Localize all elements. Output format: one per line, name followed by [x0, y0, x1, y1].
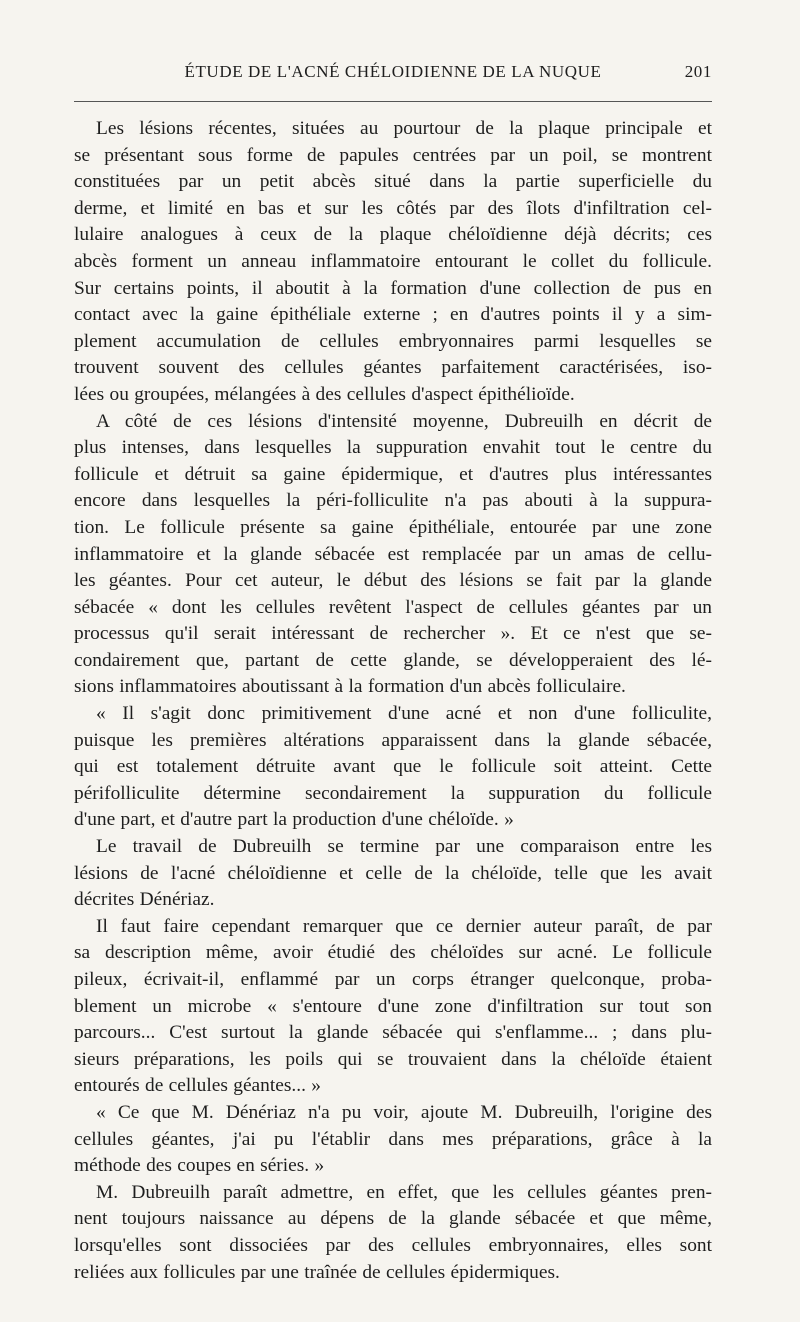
text-line: reliées aux follicules par une traînée de cellules épidermiques. — [74, 1261, 560, 1283]
text-line: derme, et limité en bas et sur les côtés par des îlots d'infiltration cel- — [74, 197, 712, 219]
paragraph — [74, 409, 712, 702]
paragraph — [74, 701, 712, 834]
text-line: « Ce que M. Dénériaz n'a pu voir, ajoute M. Dubreuilh, l'origine des — [96, 1101, 712, 1123]
paragraph — [74, 1180, 712, 1286]
text-line: se présentant sous forme de papules centrées par un poil, se montrent — [74, 144, 712, 166]
text-line: Il faut faire cependant remarquer que ce dernier auteur paraît, de par — [96, 915, 712, 937]
running-title: ÉTUDE DE L'ACNÉ CHÉLOIDIENNE DE LA NUQUE — [184, 62, 602, 81]
document-page — [74, 0, 712, 1322]
text-line: décrites Dénériaz. — [74, 889, 215, 911]
text-line: « Il s'agit donc primitivement d'une acné et non d'une folliculite, — [96, 703, 712, 725]
text-line: nent toujours naissance au dépens de la glande sébacée et que même, — [74, 1208, 712, 1230]
text-line: puisque les premières altérations apparaissent dans la glande sébacée, — [74, 729, 712, 751]
text-line: lésions de l'acné chéloïdienne et celle de la chéloïde, telle que les avait — [74, 862, 712, 884]
text-line: A côté de ces lésions d'intensité moyenne, Dubreuilh en décrit de — [96, 410, 712, 432]
text-line: qui est totalement détruite avant que le follicule soit atteint. Cette — [74, 756, 712, 778]
text-line: Le travail de Dubreuilh se termine par une comparaison entre les — [96, 836, 712, 858]
text-line: cellules géantes, j'ai pu l'établir dans mes préparations, grâce à la — [74, 1128, 712, 1150]
text-line: lorsqu'elles sont dissociées par des cellules embryonnaires, elles sont — [74, 1234, 712, 1256]
text-line: plement accumulation de cellules embryonnaires parmi lesquelles se — [74, 330, 712, 352]
text-line: contact avec la gaine épithéliale externe ; en d'autres points il y a sim- — [74, 304, 712, 326]
text-line: d'une part, et d'autre part la production d'une chéloïde. » — [74, 809, 514, 831]
text-line: inflammatoire et la glande sébacée est remplacée par un amas de cellu- — [74, 543, 712, 565]
text-line: blement un microbe « s'entoure d'une zone d'infiltration sur tout son — [74, 995, 712, 1017]
paragraph — [74, 1100, 712, 1180]
text-line: les géantes. Pour cet auteur, le début des lésions se fait par la glande — [74, 570, 712, 592]
text-line: processus qu'il serait intéressant de rechercher ». Et ce n'est que se- — [74, 623, 712, 645]
text-line: sa description même, avoir étudié des chéloïdes sur acné. Le follicule — [74, 942, 712, 964]
text-line: Sur certains points, il aboutit à la formation d'une collection de pus en — [74, 277, 712, 299]
text-line: sieurs préparations, les poils qui se trouvaient dans la chéloïde étaient — [74, 1048, 712, 1070]
text-line: lées ou groupées, mélangées à des cellules d'aspect épithélioïde. — [74, 383, 575, 405]
text-line: pileux, écrivait-il, enflammé par un corps étranger quelconque, proba- — [74, 969, 712, 990]
text-line: encore dans lesquelles la péri-folliculite n'a pas abouti à la suppura- — [74, 490, 712, 512]
text-line: abcès forment un anneau inflammatoire entourant le collet du follicule. — [74, 250, 712, 272]
header-rule — [74, 101, 712, 102]
text-line: trouvent souvent des cellules géantes parfaitement caractérisées, iso- — [74, 357, 712, 379]
text-line: sions inflammatoires aboutissant à la formation d'un abcès folliculaire. — [74, 676, 626, 698]
text-line: sébacée « dont les cellules revêtent l'aspect de cellules géantes par un — [74, 596, 712, 618]
text-line: Les lésions récentes, situées au pourtour de la plaque principale et — [96, 118, 712, 139]
paragraph — [74, 834, 712, 914]
text-line: tion. Le follicule présente sa gaine épithéliale, entourée par une zone — [74, 516, 712, 538]
text-line: follicule et détruit sa gaine épidermique, et d'autres plus intéressantes — [74, 463, 712, 485]
text-line: constituées par un petit abcès situé dans la partie superficielle du — [74, 171, 712, 193]
page-number: 201 — [684, 62, 712, 81]
text-line: condairement que, partant de cette glande, se développeraient des lé- — [74, 649, 712, 671]
text-line: périfolliculite détermine secondairement la suppuration du follicule — [74, 782, 712, 804]
text-line: M. Dubreuilh paraît admettre, en effet, que les cellules géantes pren- — [96, 1181, 712, 1203]
text-line: entourés de cellules géantes... » — [74, 1075, 321, 1097]
text-line: lulaire analogues à ceux de la plaque chéloïdienne déjà décrits; ces — [74, 224, 712, 246]
paragraph — [74, 116, 712, 409]
paragraph — [74, 914, 712, 1100]
text-line: plus intenses, dans lesquelles la suppuration envahit tout le centre du — [74, 437, 712, 459]
body-text — [74, 116, 712, 1286]
running-header — [74, 62, 712, 86]
text-line: parcours... C'est surtout la glande sébacée qui s'enflamme... ; dans plu- — [74, 1022, 712, 1044]
text-line: méthode des coupes en séries. » — [74, 1155, 325, 1177]
